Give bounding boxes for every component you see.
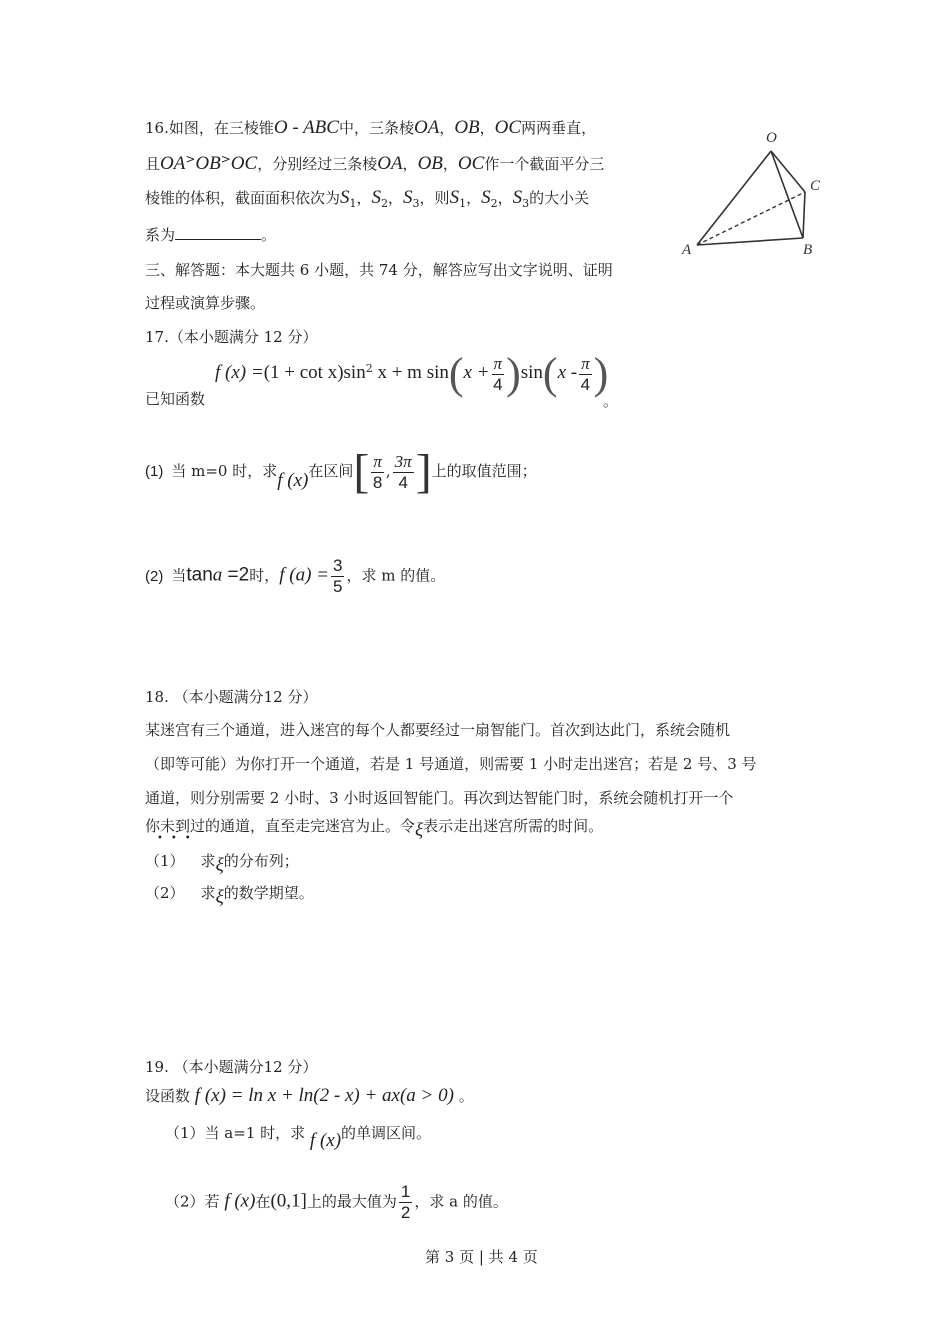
- q16-line2: [145, 152, 604, 175]
- text: ，则: [419, 189, 450, 207]
- numerator: 1: [400, 1182, 411, 1201]
- text: 棱锥的体积，截面面积依次为: [145, 189, 341, 207]
- label-b: B: [803, 242, 813, 258]
- math-s1: S: [340, 187, 350, 208]
- text: 的数学期望。: [223, 884, 314, 902]
- period: 。: [458, 1087, 474, 1105]
- q16-line1: [145, 117, 596, 139]
- math-x-plus: x +: [463, 362, 490, 383]
- text: 的大小关: [529, 189, 590, 207]
- math-fa: f (a) =: [279, 564, 330, 586]
- fraction-3-5: [331, 556, 344, 597]
- sub: 1: [349, 197, 357, 210]
- math-oc: OC: [457, 153, 485, 174]
- sub: 2: [381, 197, 389, 210]
- numerator: π: [581, 353, 590, 373]
- math-s2: S: [371, 187, 382, 208]
- math-interval: (0,1]: [270, 1190, 307, 1212]
- text: 当: [171, 566, 187, 585]
- denominator: 8: [372, 472, 383, 492]
- math-s3: S: [403, 187, 413, 208]
- right-paren: ): [506, 349, 521, 398]
- text: ，求 a 的值。: [414, 1192, 508, 1211]
- left-paren: (: [542, 349, 558, 398]
- math-part2: x + m sin: [372, 362, 449, 383]
- answer-blank[interactable]: [175, 225, 261, 240]
- text: 求: [200, 852, 216, 870]
- denominator: 4: [493, 374, 503, 394]
- text: 在: [255, 1192, 271, 1211]
- math-ob: OB: [417, 153, 443, 174]
- denominator: 4: [398, 472, 408, 492]
- right-paren: ): [593, 349, 609, 398]
- math-s2: S: [481, 187, 491, 208]
- text: 上的取值范围；: [431, 462, 537, 480]
- q18-p2: （即等可能）为你打开一个通道，若是 1 号通道，则需要 1 小时走出迷宫；若是 2 号、3 号: [145, 755, 757, 773]
- text: ，求 m 的值。: [346, 566, 446, 585]
- sub: 3: [522, 197, 530, 210]
- label: （1）: [145, 852, 185, 870]
- math-oa: OA: [160, 153, 186, 174]
- fraction-1-2: [399, 1182, 412, 1223]
- label: (2): [145, 567, 164, 585]
- period: 。: [261, 226, 277, 244]
- section3-line1: 三、解答题：本大题共 6 小题，共 74 分，解答应写出文字说明、证明: [145, 261, 613, 279]
- text: 中，三条棱: [338, 119, 414, 137]
- sub: 1: [459, 197, 467, 210]
- text: 表示走出迷宫所需的时间。: [423, 817, 604, 835]
- math-oa: OA: [377, 153, 403, 174]
- q19-intro: [145, 1085, 474, 1107]
- fraction-pi-4: [492, 354, 505, 395]
- math-sin: sin: [520, 362, 543, 383]
- label-c: C: [810, 178, 821, 194]
- math-s1: S: [449, 187, 460, 208]
- q18-p3: 通道，则分别需要 2 小时、3 小时返回智能门。再次到达智能门时，系统会随机打开一个: [145, 789, 734, 807]
- text: ，分别经过三条棱: [257, 155, 378, 173]
- math-fx: f (x): [277, 470, 309, 491]
- text: 如图，在三棱锥: [168, 119, 274, 137]
- math-fx: f (x): [309, 1130, 342, 1151]
- label-a: A: [682, 242, 692, 258]
- text: 上的最大值为: [306, 1192, 397, 1211]
- sub: 2: [490, 197, 498, 210]
- text: （1）当 a=1 时，求: [165, 1124, 306, 1142]
- text: 在区间: [308, 462, 354, 480]
- comma: ，: [356, 189, 372, 207]
- q17-sub2: [145, 556, 445, 597]
- q16-line3: [145, 187, 589, 210]
- denominator: 4: [580, 374, 591, 394]
- numerator: 3π: [394, 451, 412, 471]
- q19-sub1: [165, 1122, 432, 1151]
- denominator: 5: [333, 577, 343, 596]
- comma: ，: [466, 189, 482, 207]
- q19-sub2: [165, 1182, 508, 1223]
- q17-header: 17.（本小题满分 12 分）: [145, 328, 318, 346]
- right-bracket: ]: [415, 445, 432, 498]
- q17-intro: 已知函数: [145, 390, 206, 408]
- comma: ，: [442, 155, 458, 173]
- tetrahedron-figure: [680, 120, 830, 260]
- question-number: 16.: [145, 119, 169, 137]
- q18-item1: [145, 850, 299, 876]
- text: 系为: [145, 226, 176, 244]
- math-fx: f (x): [224, 1190, 256, 1212]
- comma: ，: [479, 119, 495, 137]
- q17-end: 。: [603, 392, 619, 410]
- text: 且: [145, 155, 161, 173]
- math-ob: OB: [195, 153, 221, 174]
- math-xi: ξ: [215, 887, 224, 908]
- text: 的单调区间。: [341, 1124, 432, 1142]
- text: 设函数: [145, 1087, 191, 1105]
- math-ob: OB: [454, 117, 480, 138]
- left-bracket: [: [353, 445, 370, 498]
- q18-item2: [145, 882, 314, 908]
- math-x-minus: x -: [557, 362, 578, 383]
- comma: ，: [402, 155, 418, 173]
- math-oc: OC: [230, 153, 258, 174]
- fraction-pi-4: [579, 354, 592, 395]
- math-formula: f (x) = ln x + ln(2 - x) + ax(a > 0): [194, 1085, 454, 1106]
- numerator: π: [373, 451, 382, 471]
- fraction-3pi-4: [393, 452, 414, 493]
- math-tetrahedron: O - ABC: [273, 117, 339, 138]
- label: (1): [145, 463, 164, 480]
- math-xi: ξ: [415, 820, 424, 841]
- q18-p4: [145, 815, 950, 844]
- left-paren: (: [448, 349, 464, 398]
- text: 你未到过的通道，直至走完迷宫为止。令: [145, 817, 416, 835]
- math-alpha: a: [212, 564, 223, 586]
- comma: ，: [388, 189, 404, 207]
- text: 的分布列；: [223, 852, 299, 870]
- math-s3: S: [512, 187, 523, 208]
- comma: ，: [497, 189, 513, 207]
- math-oc: OC: [494, 117, 522, 138]
- sub: 3: [412, 197, 420, 210]
- math-tan: tan: [186, 564, 213, 586]
- text: 求: [200, 884, 216, 902]
- numerator: π: [493, 353, 503, 373]
- text: 当 m=0 时，求: [171, 462, 278, 480]
- math-eq: =2: [222, 564, 250, 586]
- text: 两两垂直，: [521, 119, 597, 137]
- superscript: 2: [365, 362, 373, 375]
- math-lhs: f (x) =: [215, 362, 264, 383]
- text: （2）若: [165, 1192, 220, 1211]
- q18-header: 18. （本小题满分12 分）: [145, 688, 318, 706]
- q17-sub1: (1) 当 m=0 时，求f (x)在区间[ $\frac{\pi}{8}$ , $\frac{3\pi}{4}$ ]上的取值范围；: [145, 445, 537, 498]
- gt-sign: >: [220, 152, 231, 166]
- numerator: 3: [333, 556, 343, 575]
- math-part1: (1 + cot x)sin: [263, 362, 366, 383]
- label: （2）: [145, 884, 185, 902]
- q18-p1: 某迷宫有三个通道，进入迷宫的每个人都要经过一扇智能门。首次到达此门，系统会随机: [145, 721, 731, 739]
- label-o: O: [766, 130, 777, 146]
- math-oa: OA: [413, 117, 440, 138]
- text: 时，: [249, 566, 280, 585]
- fraction-pi-8: [371, 452, 384, 493]
- comma: ，: [439, 119, 455, 137]
- denominator: 2: [400, 1203, 411, 1222]
- math-xi: ξ: [215, 855, 224, 876]
- emphasis-dots: •••: [157, 833, 199, 844]
- text: 作一个截面平分三: [484, 155, 605, 173]
- section3-line2: 过程或演算步骤。: [145, 294, 266, 312]
- q19-header: 19. （本小题满分12 分）: [145, 1058, 318, 1076]
- page-footer: 第 3 页 | 共 4 页: [425, 1248, 538, 1266]
- q16-line4: [145, 224, 276, 245]
- gt-sign: >: [185, 152, 196, 166]
- q17-formula: [215, 349, 609, 398]
